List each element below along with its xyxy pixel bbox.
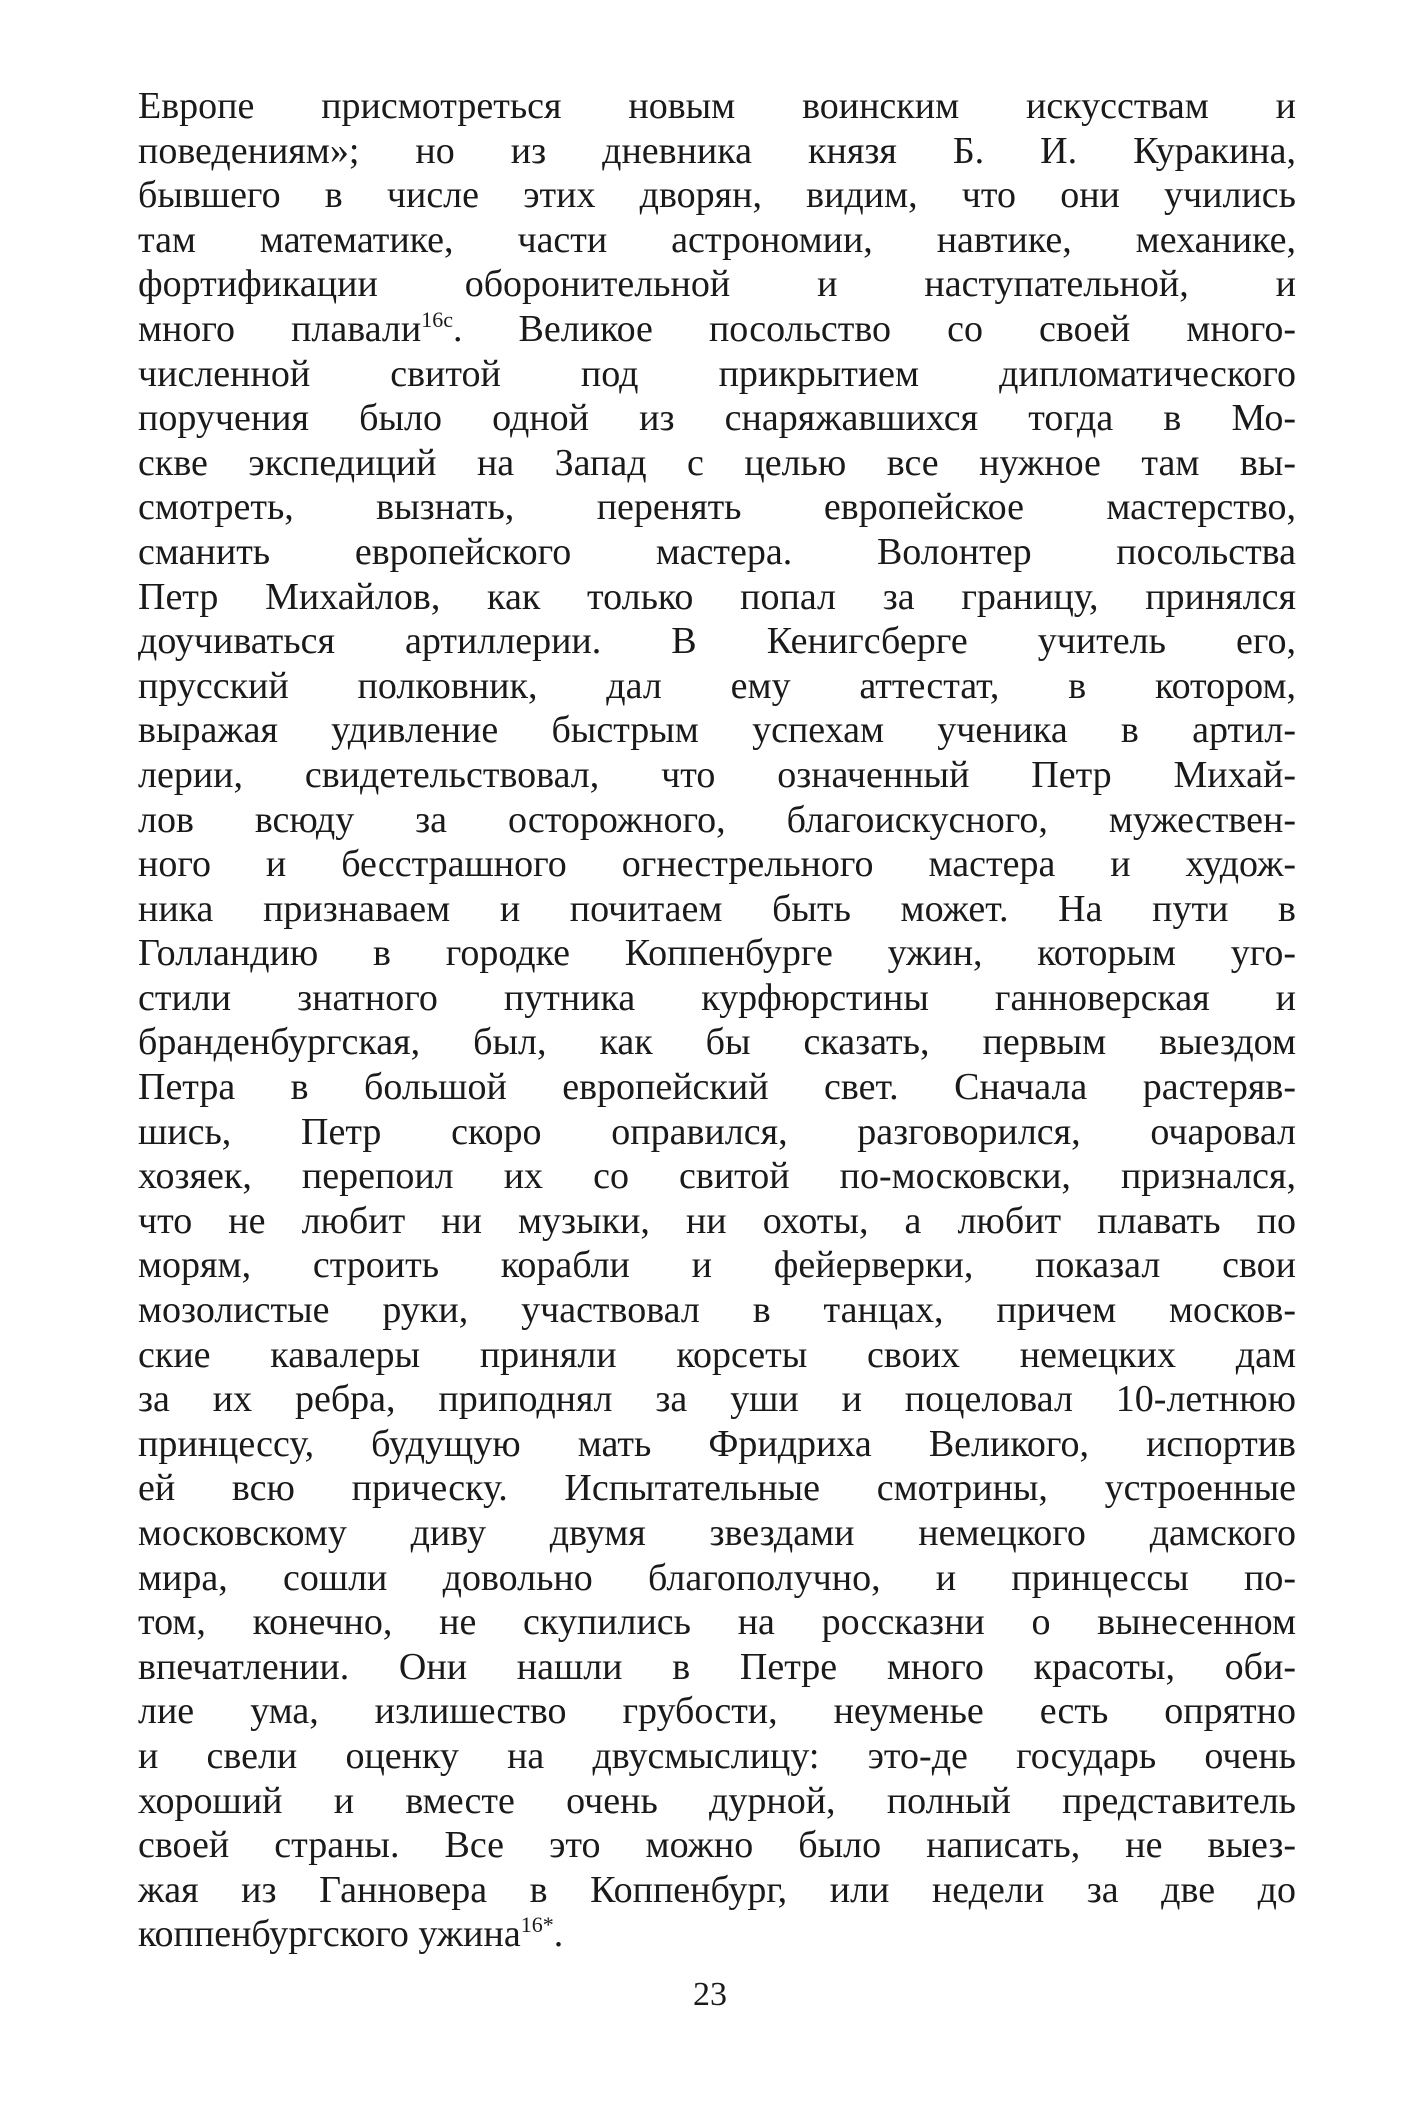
text-line-content: ей всю прическу. Испытательные смотрины, устроенные bbox=[138, 1467, 1296, 1510]
text-line-content: московскому диву двумя звездами немецкого дамского bbox=[138, 1512, 1296, 1554]
text-line bbox=[138, 1645, 1296, 1690]
text-line-content: бранденбургская, был, как бы сказать, первым выездом bbox=[138, 1021, 1296, 1064]
text-line-content: скве экспедиций на Запад с целью все нужное там вы- bbox=[138, 441, 1296, 484]
text-line-content: Петр Михайлов, как только попал за границу, принялся bbox=[138, 575, 1296, 618]
text-line-content: лов всюду за осторожного, благоискусного, мужествен- bbox=[138, 798, 1296, 841]
text-line-content: численной свитой под прикрытием дипломатического bbox=[138, 352, 1296, 395]
text-line bbox=[138, 575, 1296, 620]
text-line bbox=[138, 84, 1296, 129]
text-line-content: стили знатного путника курфюрстины ганноверская и bbox=[138, 976, 1296, 1019]
text-line bbox=[138, 1868, 1296, 1913]
text-line-content: шись, Петр скоро оправился, разговорился, очаровал bbox=[138, 1110, 1296, 1153]
text-line-content: за их ребра, приподнял за уши и поцеловал 10-летнюю bbox=[138, 1378, 1296, 1421]
text-line bbox=[138, 1556, 1296, 1601]
text-line-content: выражая удивление быстрым успехам ученика в артил- bbox=[138, 709, 1296, 752]
text-line bbox=[138, 1823, 1296, 1868]
text-line bbox=[138, 1199, 1296, 1244]
text-line-content: принцессу, будущую мать Фридриха Великого, испортив bbox=[138, 1422, 1296, 1465]
text-line bbox=[138, 129, 1296, 174]
text-line-content: бывшего в числе этих дворян, видим, что они учились bbox=[138, 174, 1296, 217]
text-line-content: ного и бесстрашного огнестрельного мастера и худож- bbox=[138, 843, 1296, 886]
text-line bbox=[138, 1511, 1296, 1556]
text-line-content: том, конечно, не скупились на россказни о вынесенном bbox=[138, 1601, 1296, 1644]
footnote-reference: 16* bbox=[520, 1912, 554, 1938]
text-line-content: ские кавалеры приняли корсеты своих немецких дам bbox=[138, 1333, 1296, 1376]
text-line-content: Голландию в городке Коппенбурге ужин, которым уго- bbox=[138, 932, 1296, 975]
text-line bbox=[138, 441, 1296, 486]
text-line-content: лерии, свидетельствовал, что означенный Петр Михай- bbox=[138, 753, 1296, 796]
text-line bbox=[138, 352, 1296, 397]
text-line-content: фортификации оборонительной и наступательной, и bbox=[138, 263, 1296, 306]
body-text bbox=[138, 84, 1296, 1957]
text-line-content: там математике, части астрономии, навтике, механике, bbox=[138, 218, 1296, 261]
text-line-content: своей страны. Все это можно было написать, не выез- bbox=[138, 1824, 1296, 1867]
text-line bbox=[138, 708, 1296, 753]
text-line bbox=[138, 1333, 1296, 1378]
text-line-content: хозяек, перепоил их со свитой по-московски, признался, bbox=[138, 1155, 1296, 1198]
text-line bbox=[138, 396, 1296, 441]
text-line bbox=[138, 1065, 1296, 1110]
text-line bbox=[138, 1020, 1296, 1065]
text-line-content: Петра в большой европейский свет. Сначала растеряв- bbox=[138, 1066, 1296, 1109]
text-line bbox=[138, 664, 1296, 709]
text-line-content: хороший и вместе очень дурной, полный представитель bbox=[138, 1779, 1296, 1822]
text-line-content: лие ума, излишество грубости, неуменье есть опрятно bbox=[138, 1690, 1296, 1733]
text-line bbox=[138, 1466, 1296, 1511]
text-line-content: коппенбургского ужина bbox=[138, 1913, 521, 1956]
text-line bbox=[138, 1243, 1296, 1288]
text-line bbox=[138, 1377, 1296, 1422]
text-line-content: прусский полковник, дал ему аттестат, в котором, bbox=[138, 664, 1296, 707]
text-line bbox=[138, 798, 1296, 843]
page-number: 23 bbox=[693, 1976, 727, 2013]
text-line bbox=[138, 307, 1296, 352]
text-line-content: поручения было одной из снаряжавшихся тогда в Мо- bbox=[138, 397, 1296, 440]
text-line-content: впечатлении. Они нашли в Петре много красоты, оби- bbox=[138, 1645, 1296, 1688]
text-line-content: смотреть, вызнать, перенять европейское мастерство, bbox=[138, 486, 1296, 529]
text-line-content: поведениям»; но из дневника князя Б. И. Куракина, bbox=[138, 129, 1296, 172]
text-line-content: и свели оценку на двусмыслицу: это-де государь очень bbox=[138, 1734, 1296, 1777]
text-line bbox=[138, 173, 1296, 218]
text-line bbox=[138, 619, 1296, 664]
text-line-content: морям, строить корабли и фейерверки, показал свои bbox=[138, 1244, 1296, 1287]
footnote-reference: 16с bbox=[421, 306, 453, 332]
text-line-content: сманить европейского мастера. Волонтер посольства bbox=[138, 530, 1296, 573]
text-line bbox=[138, 485, 1296, 530]
text-line bbox=[138, 1600, 1296, 1645]
text-line-content: ника признаваем и почитаем быть может. На пути в bbox=[138, 887, 1296, 930]
text-line-content: Европе присмотреться новым воинским искусствам и bbox=[138, 85, 1296, 127]
text-line bbox=[138, 1288, 1296, 1333]
text-line bbox=[138, 887, 1296, 932]
text-line bbox=[138, 1779, 1296, 1824]
text-line-content: что не любит ни музыки, ни охоты, а любит плавать по bbox=[138, 1199, 1296, 1242]
text-line-content: жая из Ганновера в Коппенбург, или недели за две до bbox=[138, 1868, 1296, 1911]
text-line-content: доучиваться артиллерии. В Кенигсберге учитель его, bbox=[138, 620, 1296, 663]
text-line bbox=[138, 218, 1296, 263]
text-line-continuation: . Великое посольство со своей много- bbox=[452, 307, 1296, 350]
text-line bbox=[138, 931, 1296, 976]
text-line bbox=[138, 753, 1296, 798]
text-line bbox=[138, 1422, 1296, 1467]
text-line bbox=[138, 976, 1296, 1021]
text-line bbox=[138, 842, 1296, 887]
text-line-content: много плавали bbox=[138, 307, 422, 350]
text-line-continuation: . bbox=[553, 1913, 564, 1956]
text-line-content: мозолистые руки, участвовал в танцах, причем москов- bbox=[138, 1289, 1296, 1332]
text-line bbox=[138, 1154, 1296, 1199]
text-line bbox=[138, 262, 1296, 307]
text-line bbox=[138, 1110, 1296, 1155]
text-line bbox=[138, 1734, 1296, 1779]
text-line bbox=[138, 1912, 1296, 1957]
text-line bbox=[138, 1689, 1296, 1734]
text-line bbox=[138, 530, 1296, 575]
text-line-content: мира, сошли довольно благополучно, и принцессы по- bbox=[138, 1556, 1296, 1599]
